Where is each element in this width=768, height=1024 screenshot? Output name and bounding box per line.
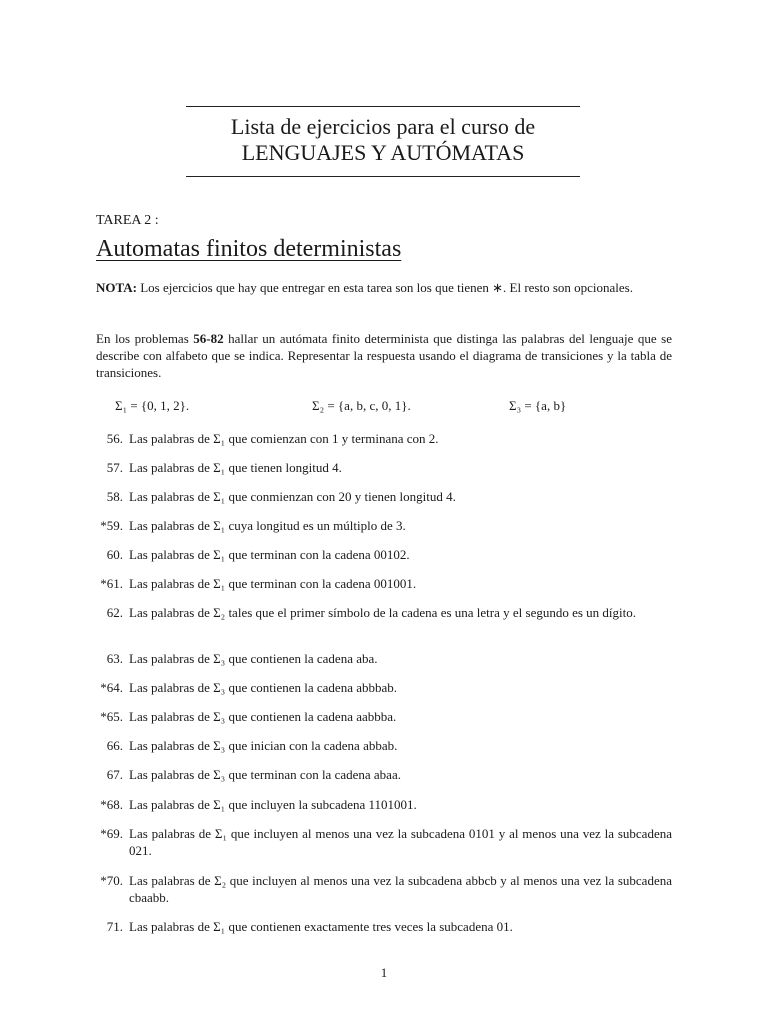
exercise-number: *69. (100, 826, 123, 841)
note-paragraph (96, 279, 672, 296)
exercise-text: Las palabras de Σ₃ que contienen la cadena aabbba. (129, 709, 397, 724)
alphabet-sigma-1: Σ₁ = {0, 1, 2}. (115, 398, 190, 413)
section-heading: Automatas finitos deterministas (96, 236, 402, 262)
exercise-text: Las palabras de Σ₃ que contienen la cadena abbbab. (129, 680, 398, 695)
exercise-number: *64. (100, 680, 123, 695)
exercise-number: 63. (106, 651, 123, 666)
exercise-number: *70. (100, 873, 123, 888)
exercise-number: *59. (100, 518, 123, 533)
exercise-text: Las palabras de Σ₁ que contienen exactamente tres veces la subcadena 01. (129, 919, 513, 934)
exercise-text: Las palabras de Σ₁ que terminan con la cadena 00102. (129, 547, 410, 562)
note-text: Los ejercicios que hay que entregar en esta tarea son los que tienen ∗. El resto son opcionales. (140, 280, 633, 295)
alphabet-sigma-3: Σ₃ = {a, b} (509, 398, 567, 413)
document-title-line-1: Lista de ejercicios para el curso de (230, 114, 536, 139)
exercise-number: 66. (106, 738, 123, 753)
exercise-text: Las palabras de Σ₃ que contienen la cadena aba. (129, 651, 378, 666)
exercise-number: 56. (106, 431, 123, 446)
exercise-number: 60. (106, 547, 123, 562)
exercise-text: Las palabras de Σ₂ que incluyen al menos una vez la subcadena abbcb y al menos una vez la subcadena cbaabb. (129, 873, 672, 905)
exercise-number: 71. (106, 919, 123, 934)
exercise-number: 62. (106, 605, 123, 620)
note-label: NOTA: (96, 280, 137, 295)
exercise-text: Las palabras de Σ₁ que conmienzan con 20 y tienen longitud 4. (129, 489, 456, 504)
exercise-number: *68. (100, 797, 123, 812)
exercise-text: Las palabras de Σ₂ tales que el primer símbolo de la cadena es una letra y el segundo es un dígito. (129, 605, 637, 620)
exercise-text: Las palabras de Σ₁ que incluyen al menos una vez la subcadena 0101 y al menos una vez la subcadena 021. (129, 826, 672, 858)
exercise-text: Las palabras de Σ₃ que inician con la cadena abbab. (129, 738, 398, 753)
exercise-number: 57. (106, 460, 123, 475)
exercise-text: Las palabras de Σ₁ que comienzan con 1 y terminana con 2. (129, 431, 439, 446)
exercise-text: Las palabras de Σ₁ que terminan con la cadena 001001. (129, 576, 417, 591)
exercise-number: *65. (100, 709, 123, 724)
exercise-text: Las palabras de Σ₁ que incluyen la subcadena 1101001. (129, 797, 417, 812)
intro-after: hallar un autómata finito determinista que distinga las palabras del lenguaje que se describe con alfabeto que se indica. Representar la respuesta usando el diagrama de transiciones y la tabla de transiciones. (96, 331, 673, 380)
document-title-line-2: LENGUAJES Y AUTÓMATAS (241, 140, 525, 165)
title-rule-bottom (186, 176, 580, 177)
exercise-text: Las palabras de Σ₁ cuya longitud es un múltiplo de 3. (129, 518, 406, 533)
exercise-number: 58. (106, 489, 123, 504)
exercise-text: Las palabras de Σ₃ que terminan con la cadena abaa. (129, 767, 401, 782)
title-rule-top (186, 106, 580, 107)
alphabet-sigma-2: Σ₂ = {a, b, c, 0, 1}. (312, 398, 411, 413)
page-number: 1 (380, 965, 388, 980)
assignment-label: TAREA 2 : (96, 213, 159, 228)
exercise-text: Las palabras de Σ₁ que tienen longitud 4. (129, 460, 342, 475)
exercise-number: 67. (106, 767, 123, 782)
intro-before: En los problemas (96, 331, 189, 346)
exercise-number: *61. (100, 576, 123, 591)
intro-paragraph (96, 330, 672, 381)
problem-range: 56-82 (193, 331, 224, 346)
